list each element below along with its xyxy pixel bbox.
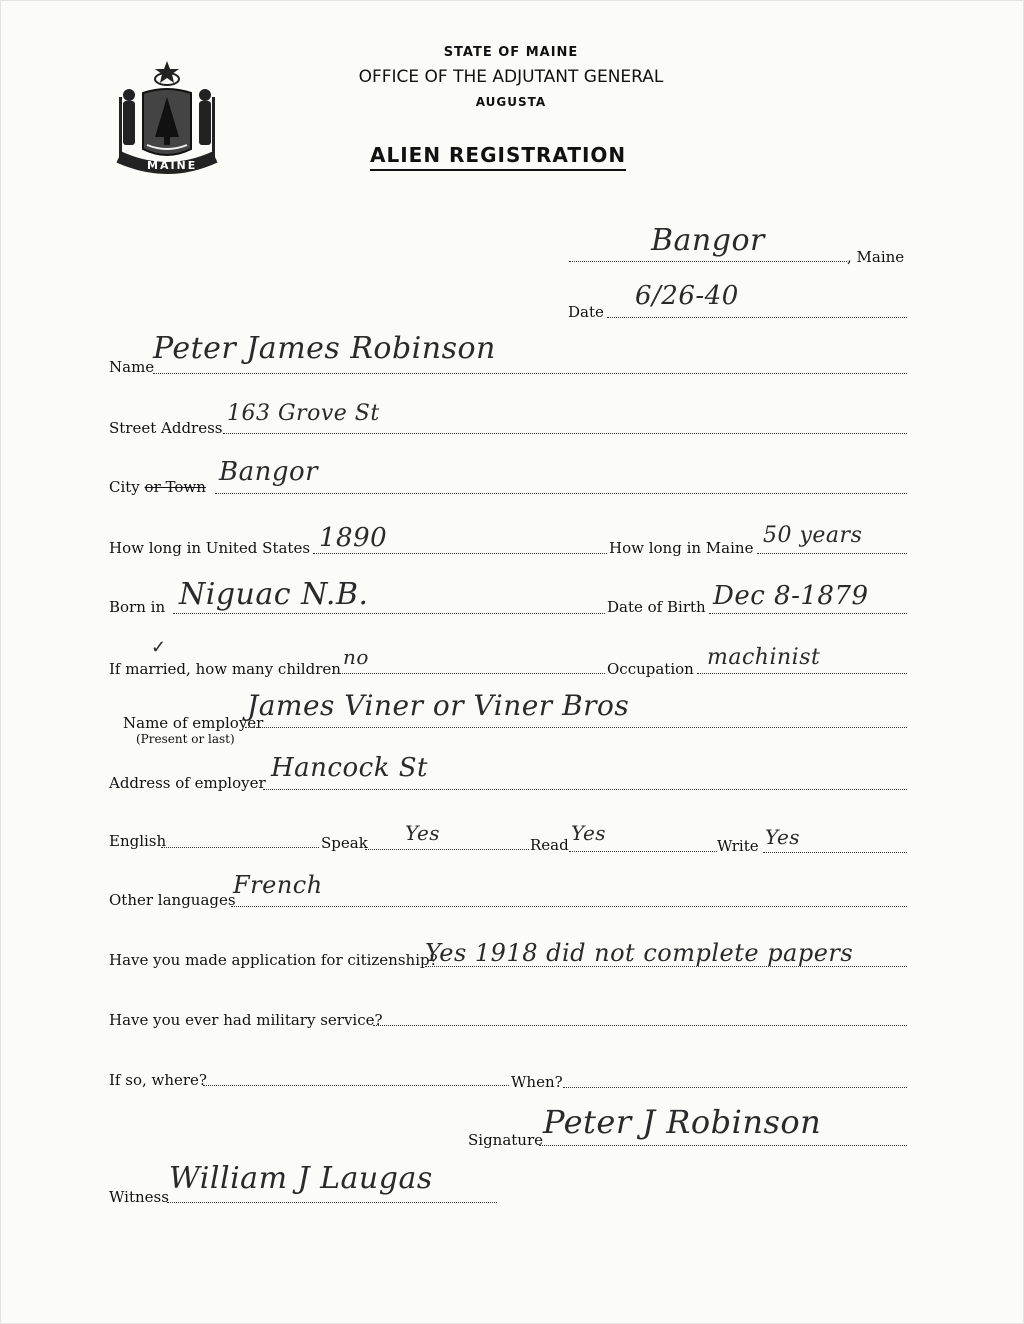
write-value: Yes (765, 825, 801, 849)
dob-value: Dec 8-1879 (713, 581, 869, 611)
date-label: Date (568, 303, 604, 321)
speak-label: Speak (321, 834, 368, 852)
children-label: If married, how many children (109, 660, 341, 678)
date-value: 6/26-40 (635, 281, 739, 311)
maine-value: 50 years (763, 523, 863, 548)
city-label (109, 478, 206, 496)
seal-motto: MAINE (147, 159, 198, 172)
form-title: ALIEN REGISTRATION (370, 143, 626, 171)
occupation-value: machinist (707, 645, 821, 670)
street-label: Street Address (109, 419, 223, 437)
born-value: Niguac N.B. (179, 577, 369, 612)
name-label: Name (109, 358, 155, 376)
citizenship-value: Yes 1918 did not complete papers (425, 939, 854, 967)
write-label: Write (717, 837, 759, 855)
read-label: Read (530, 836, 569, 854)
military-label: Have you ever had military service? (109, 1011, 383, 1029)
header-office: OFFICE OF THE ADJUTANT GENERAL (358, 67, 664, 87)
place-value: Bangor (651, 223, 765, 258)
children-check-icon: ✓ (151, 637, 167, 658)
employer-label: Name of employer (123, 714, 264, 732)
witness-label: Witness (109, 1188, 169, 1206)
citizenship-label: Have you made application for citizenship? (109, 951, 438, 969)
where-label: If so, where? (109, 1071, 207, 1089)
us-value: 1890 (319, 523, 388, 553)
witness-value: William J Laugas (169, 1161, 433, 1196)
header-state: STATE OF MAINE (443, 45, 579, 60)
english-label: English (109, 832, 167, 850)
header-city: AUGUSTA (475, 95, 547, 109)
us-label: How long in United States (109, 539, 311, 557)
street-value: 163 Grove St (227, 401, 380, 426)
name-value: Peter James Robinson (153, 331, 496, 366)
signature-label: Signature (468, 1131, 544, 1149)
employer-sublabel: (Present or last) (136, 732, 235, 746)
other-languages-label: Other languages (109, 891, 236, 909)
other-languages-value: French (233, 871, 323, 899)
employer-address-value: Hancock St (271, 753, 428, 783)
read-value: Yes (571, 821, 607, 845)
when-label: When? (511, 1073, 563, 1091)
children-value: no (343, 645, 369, 669)
occupation-label: Occupation (607, 660, 694, 678)
city-label-text: City (109, 478, 145, 496)
maine-label: How long in Maine (609, 539, 754, 557)
signature-value: Peter J Robinson (543, 1103, 822, 1141)
place-suffix: , Maine (847, 248, 905, 266)
city-value: Bangor (219, 457, 319, 487)
speak-value: Yes (405, 821, 441, 845)
employer-value: James Viner or Viner Bros (247, 689, 630, 722)
born-label: Born in (109, 598, 166, 616)
city-label-struck: or Town (144, 478, 206, 496)
employer-address-label: Address of employer (109, 774, 266, 792)
dob-label: Date of Birth (607, 598, 706, 616)
